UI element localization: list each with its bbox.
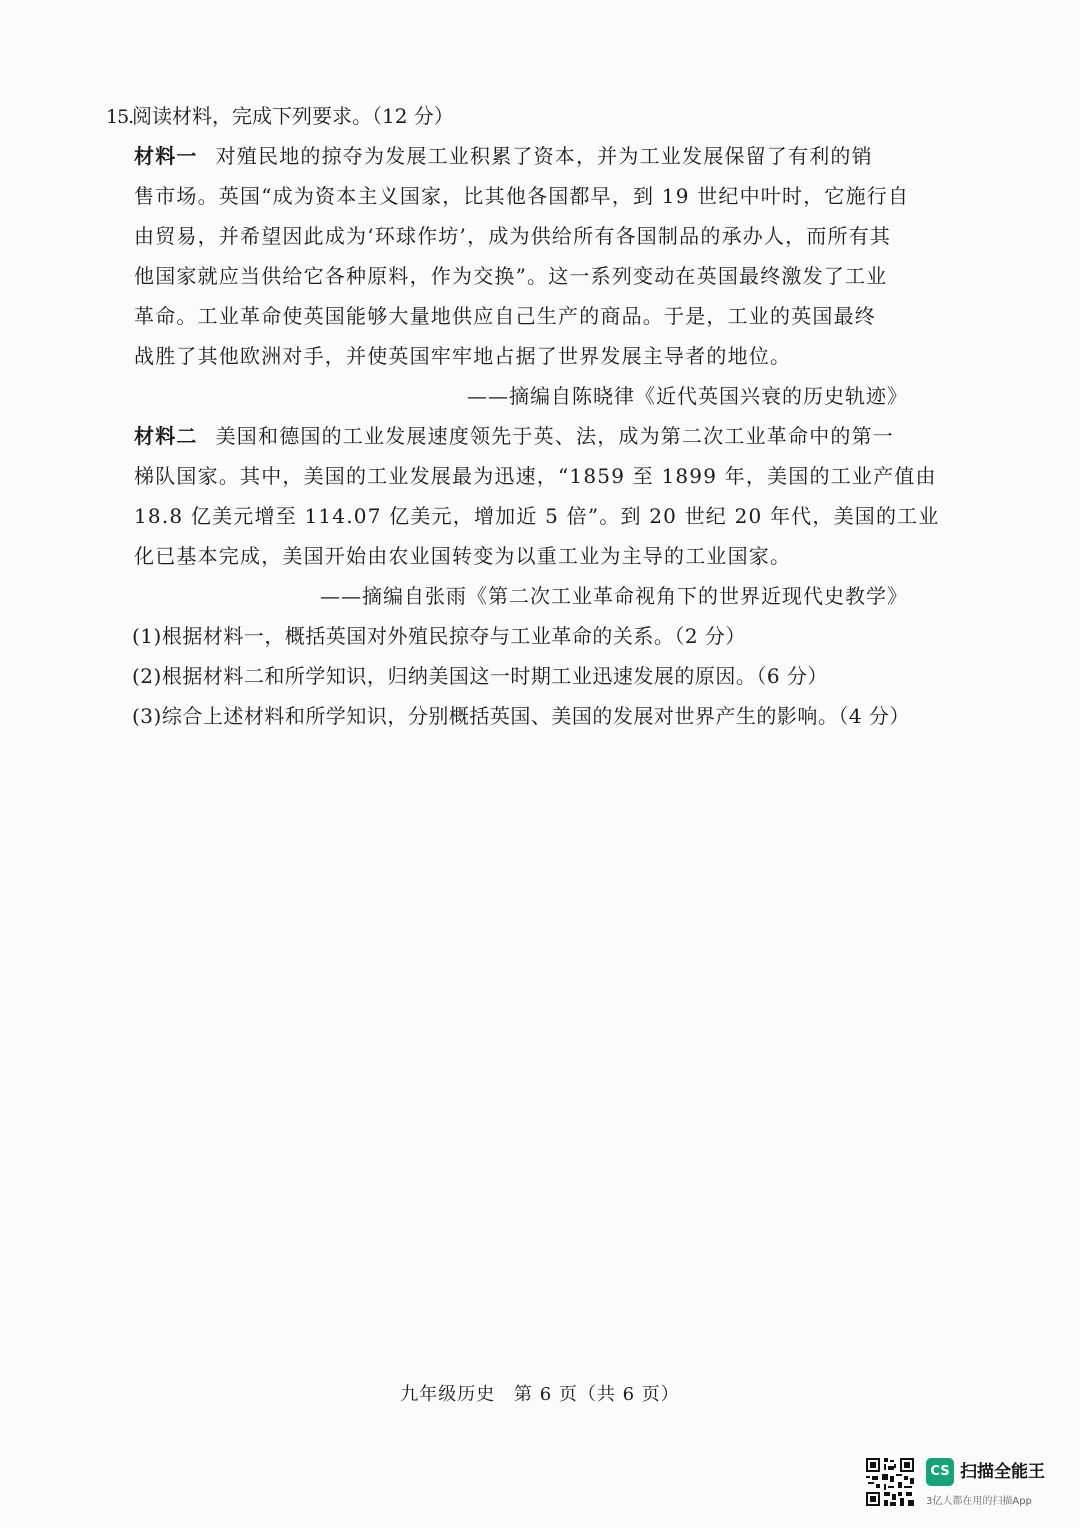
material-line: 革命。工业革命使英国能够大量地供应自己生产的商品。于是，工业的英国最终: [134, 304, 876, 328]
watermark-tagline: 3亿人都在用的扫描App: [926, 1496, 1032, 1507]
sub-question: (3)综合上述材料和所学知识，分别概括英国、美国的发展对世界产生的影响。（4 分）: [132, 704, 910, 728]
page-footer: [0, 1380, 1080, 1406]
material-text: 美国和德国的工业发展速度领先于英、法，成为第二次工业革命中的第一: [215, 424, 895, 448]
qr-code-icon: [864, 1456, 916, 1508]
material-source: ——摘编自陈晓律《近代英国兴衰的历史轨迹》: [467, 384, 908, 408]
scanner-watermark: [864, 1456, 1064, 1512]
material-line: 由贸易，并希望因此成为‘环球作坊’，成为供给所有各国制品的承办人，而所有其: [134, 224, 892, 248]
material-line: 梯队国家。其中，美国的工业发展最为迅速，“1859 至 1899 年，美国的工业产值由: [134, 464, 937, 488]
material-line: [134, 136, 908, 176]
footer-subject: 九年级历史: [400, 1384, 496, 1405]
camscanner-logo-icon: CS: [926, 1458, 954, 1486]
material-two: [118, 416, 940, 616]
sub-question: (1)根据材料一，概括英国对外殖民掠夺与工业革命的关系。（2 分）: [132, 624, 746, 648]
sub-questions: [118, 616, 908, 736]
material-line: [134, 416, 908, 456]
material-line: 战胜了其他欧洲对手，并使英国牢牢地占据了世界发展主导者的地位。: [134, 344, 792, 368]
material-line: 18.8 亿美元增至 114.07 亿美元，增加近 5 倍”。到 20 世纪 20 年代，美国的工业: [134, 504, 940, 528]
question-number: 15.: [106, 106, 134, 128]
material-label: 材料一: [134, 144, 198, 168]
material-source: ——摘编自张雨《第二次工业革命视角下的世界近现代史教学》: [320, 584, 908, 608]
material-label: 材料二: [134, 424, 198, 448]
footer-page-number: 第 6 页（共 6 页）: [513, 1384, 680, 1405]
watermark-brand: 扫描全能王: [960, 1462, 1045, 1482]
sub-question: (2)根据材料二和所学知识，归纳美国这一时期工业迅速发展的原因。（6 分）: [132, 664, 828, 688]
material-text: 对殖民地的掠夺为发展工业积累了资本，并为工业发展保留了有利的销: [215, 144, 873, 168]
question-block: [106, 96, 940, 736]
material-line: 售市场。英国“成为资本主义国家，比其他各国都早，到 19 世纪中叶时，它施行自: [134, 184, 910, 208]
question-title: 阅读材料，完成下列要求。（12 分）: [132, 104, 454, 128]
material-line: 他国家就应当供给它各种原料，作为交换”。这一系列变动在英国最终激发了工业: [134, 264, 888, 288]
material-one: [118, 136, 908, 416]
material-line: 化已基本完成，美国开始由农业国转变为以重工业为主导的工业国家。: [134, 544, 792, 568]
